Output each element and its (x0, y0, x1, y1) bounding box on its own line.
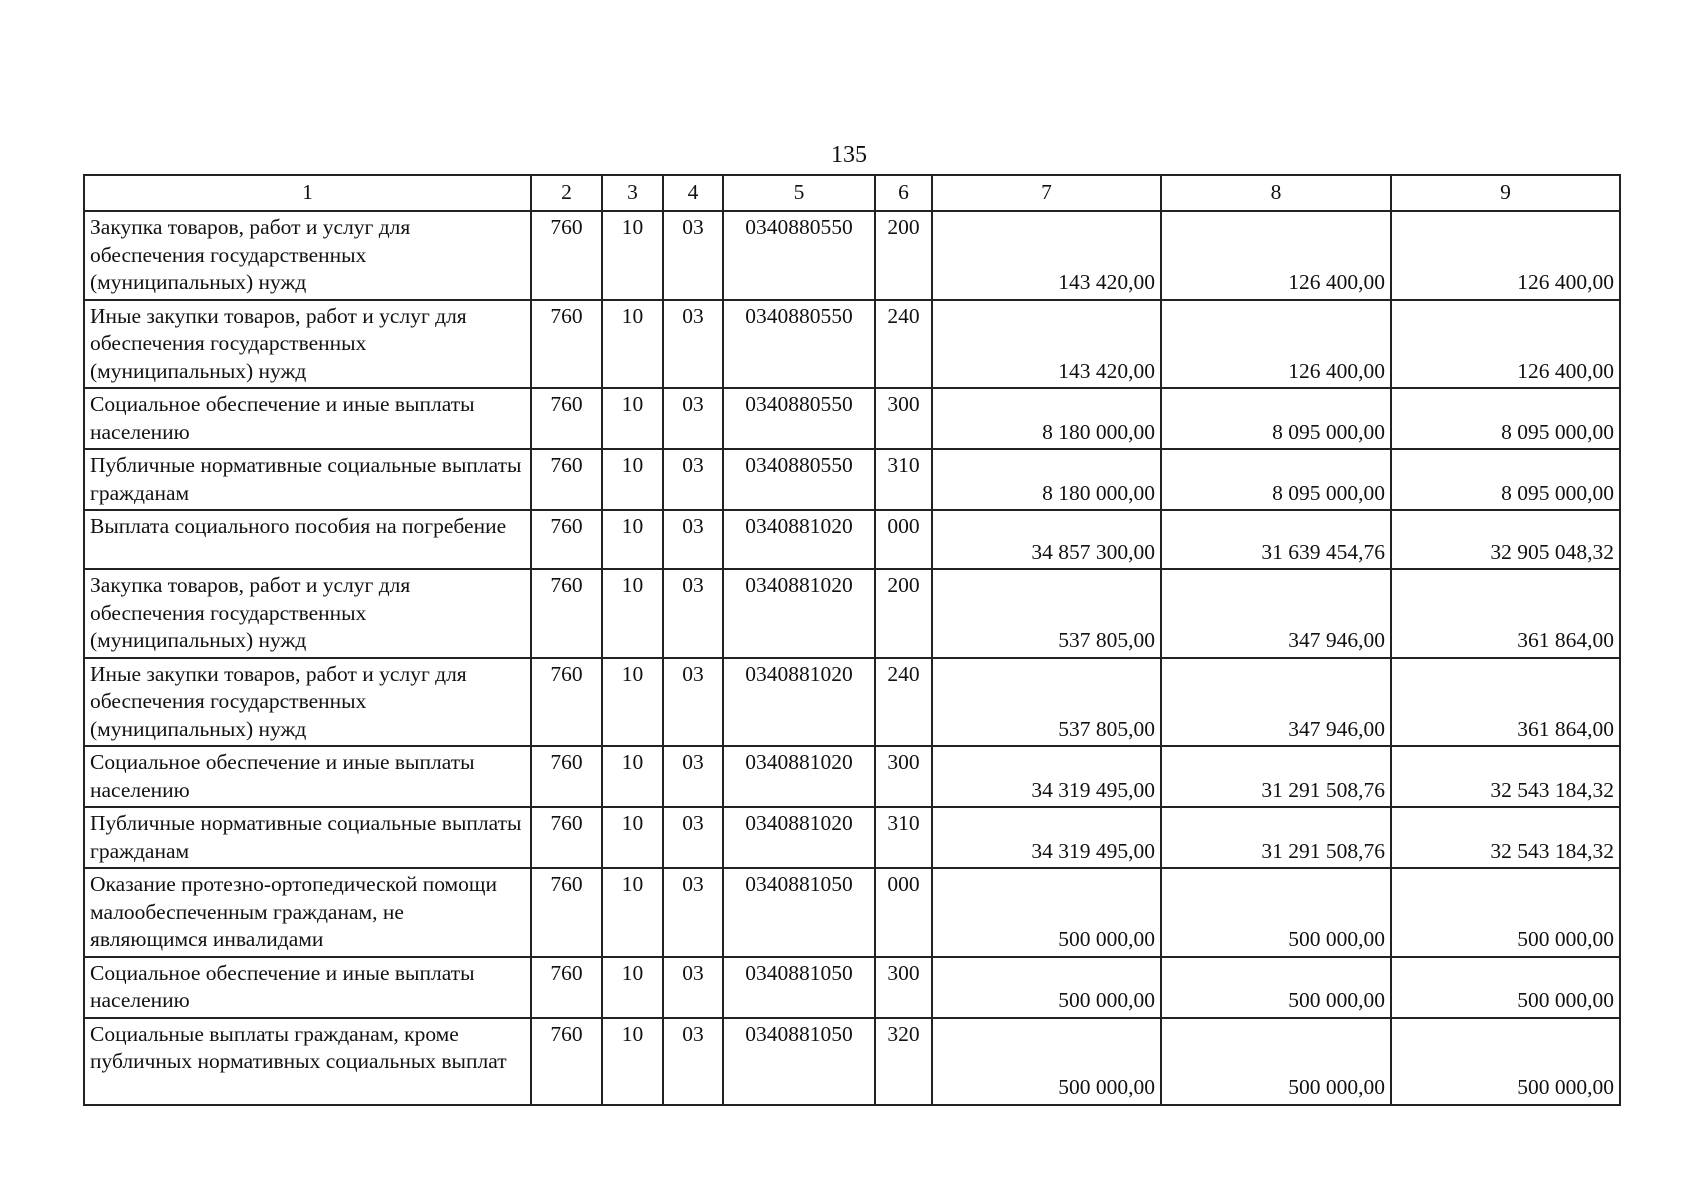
amount-cell: 8 095 000,00 (1161, 388, 1391, 449)
code-cell: 10 (602, 746, 663, 807)
code-cell: 10 (602, 510, 663, 569)
column-header: 5 (723, 175, 875, 211)
amount-cell: 143 420,00 (932, 211, 1161, 300)
amount-cell: 537 805,00 (932, 658, 1161, 747)
code-cell: 0340881020 (723, 569, 875, 658)
code-cell: 0340881020 (723, 658, 875, 747)
table-row (84, 449, 1620, 510)
code-cell: 0340881020 (723, 746, 875, 807)
code-cell: 200 (875, 569, 932, 658)
code-cell: 0340880550 (723, 449, 875, 510)
amount-cell: 347 946,00 (1161, 658, 1391, 747)
amount-cell: 126 400,00 (1161, 211, 1391, 300)
code-cell: 10 (602, 807, 663, 868)
header-row (84, 175, 1620, 211)
code-cell: 03 (663, 569, 723, 658)
code-cell: 03 (663, 807, 723, 868)
column-header: 1 (84, 175, 531, 211)
amount-cell: 537 805,00 (932, 569, 1161, 658)
code-cell: 300 (875, 746, 932, 807)
amount-cell: 32 543 184,32 (1391, 807, 1620, 868)
amount-cell: 8 095 000,00 (1161, 449, 1391, 510)
amount-cell: 8 095 000,00 (1391, 449, 1620, 510)
code-cell: 03 (663, 868, 723, 957)
row-name-cell: Закупка товаров, работ и услуг для обеспечения государственных (муниципальных) нужд (84, 569, 531, 658)
code-cell: 10 (602, 1018, 663, 1105)
amount-cell: 500 000,00 (1161, 868, 1391, 957)
code-cell: 0340881020 (723, 510, 875, 569)
code-cell: 200 (875, 211, 932, 300)
row-name-cell: Выплата социального пособия на погребение (84, 510, 531, 569)
code-cell: 310 (875, 449, 932, 510)
amount-cell: 34 319 495,00 (932, 746, 1161, 807)
table-row (84, 300, 1620, 389)
code-cell: 760 (531, 868, 602, 957)
amount-cell: 31 639 454,76 (1161, 510, 1391, 569)
code-cell: 760 (531, 510, 602, 569)
code-cell: 000 (875, 510, 932, 569)
budget-table (83, 174, 1621, 1106)
code-cell: 760 (531, 211, 602, 300)
column-header: 6 (875, 175, 932, 211)
row-name-cell: Иные закупки товаров, работ и услуг для обеспечения государственных (муниципальных) нужд (84, 658, 531, 747)
amount-cell: 347 946,00 (1161, 569, 1391, 658)
code-cell: 760 (531, 449, 602, 510)
code-cell: 03 (663, 211, 723, 300)
table-row (84, 388, 1620, 449)
amount-cell: 8 095 000,00 (1391, 388, 1620, 449)
code-cell: 760 (531, 746, 602, 807)
column-header: 4 (663, 175, 723, 211)
code-cell: 760 (531, 658, 602, 747)
amount-cell: 126 400,00 (1391, 300, 1620, 389)
amount-cell: 361 864,00 (1391, 569, 1620, 658)
row-name-cell: Публичные нормативные социальные выплаты гражданам (84, 807, 531, 868)
column-header: 2 (531, 175, 602, 211)
amount-cell: 31 291 508,76 (1161, 807, 1391, 868)
code-cell: 10 (602, 569, 663, 658)
code-cell: 760 (531, 957, 602, 1018)
table-row (84, 807, 1620, 868)
code-cell: 310 (875, 807, 932, 868)
amount-cell: 500 000,00 (932, 957, 1161, 1018)
row-name-cell: Публичные нормативные социальные выплаты гражданам (84, 449, 531, 510)
amount-cell: 500 000,00 (1161, 1018, 1391, 1105)
code-cell: 760 (531, 300, 602, 389)
code-cell: 760 (531, 1018, 602, 1105)
code-cell: 300 (875, 957, 932, 1018)
code-cell: 03 (663, 449, 723, 510)
amount-cell: 34 857 300,00 (932, 510, 1161, 569)
amount-cell: 34 319 495,00 (932, 807, 1161, 868)
code-cell: 760 (531, 569, 602, 658)
code-cell: 320 (875, 1018, 932, 1105)
row-name-cell: Оказание протезно-ортопедической помощи малообеспеченным гражданам, не являющимся инвалидами (84, 868, 531, 957)
page-number: 135 (831, 142, 867, 168)
table-row (84, 746, 1620, 807)
column-header: 8 (1161, 175, 1391, 211)
code-cell: 03 (663, 510, 723, 569)
amount-cell: 126 400,00 (1161, 300, 1391, 389)
column-header: 9 (1391, 175, 1620, 211)
code-cell: 0340881050 (723, 1018, 875, 1105)
code-cell: 760 (531, 388, 602, 449)
code-cell: 0340881020 (723, 807, 875, 868)
amount-cell: 126 400,00 (1391, 211, 1620, 300)
table-row (84, 658, 1620, 747)
code-cell: 10 (602, 211, 663, 300)
code-cell: 10 (602, 388, 663, 449)
code-cell: 03 (663, 746, 723, 807)
row-name-cell: Социальное обеспечение и иные выплаты населению (84, 388, 531, 449)
amount-cell: 32 543 184,32 (1391, 746, 1620, 807)
code-cell: 0340880550 (723, 388, 875, 449)
amount-cell: 500 000,00 (1391, 1018, 1620, 1105)
code-cell: 03 (663, 957, 723, 1018)
amount-cell: 143 420,00 (932, 300, 1161, 389)
amount-cell: 500 000,00 (1391, 868, 1620, 957)
row-name-cell: Иные закупки товаров, работ и услуг для обеспечения государственных (муниципальных) нужд (84, 300, 531, 389)
code-cell: 0340881050 (723, 868, 875, 957)
code-cell: 10 (602, 300, 663, 389)
code-cell: 0340880550 (723, 300, 875, 389)
code-cell: 03 (663, 300, 723, 389)
code-cell: 03 (663, 658, 723, 747)
code-cell: 03 (663, 1018, 723, 1105)
table-row (84, 510, 1620, 569)
code-cell: 760 (531, 807, 602, 868)
amount-cell: 500 000,00 (932, 1018, 1161, 1105)
table-row (84, 1018, 1620, 1105)
code-cell: 300 (875, 388, 932, 449)
table-row (84, 957, 1620, 1018)
column-header: 3 (602, 175, 663, 211)
amount-cell: 8 180 000,00 (932, 449, 1161, 510)
code-cell: 240 (875, 300, 932, 389)
row-name-cell: Социальные выплаты гражданам, кроме публичных нормативных социальных выплат (84, 1018, 531, 1105)
code-cell: 10 (602, 658, 663, 747)
amount-cell: 500 000,00 (1161, 957, 1391, 1018)
amount-cell: 8 180 000,00 (932, 388, 1161, 449)
code-cell: 10 (602, 957, 663, 1018)
code-cell: 0340881050 (723, 957, 875, 1018)
table-row (84, 211, 1620, 300)
code-cell: 03 (663, 388, 723, 449)
row-name-cell: Закупка товаров, работ и услуг для обеспечения государственных (муниципальных) нужд (84, 211, 531, 300)
row-name-cell: Социальное обеспечение и иные выплаты населению (84, 746, 531, 807)
code-cell: 240 (875, 658, 932, 747)
amount-cell: 31 291 508,76 (1161, 746, 1391, 807)
code-cell: 0340880550 (723, 211, 875, 300)
column-header: 7 (932, 175, 1161, 211)
row-name-cell: Социальное обеспечение и иные выплаты населению (84, 957, 531, 1018)
amount-cell: 500 000,00 (1391, 957, 1620, 1018)
amount-cell: 500 000,00 (932, 868, 1161, 957)
code-cell: 10 (602, 868, 663, 957)
amount-cell: 32 905 048,32 (1391, 510, 1620, 569)
table-row (84, 868, 1620, 957)
code-cell: 10 (602, 449, 663, 510)
table-row (84, 569, 1620, 658)
code-cell: 000 (875, 868, 932, 957)
amount-cell: 361 864,00 (1391, 658, 1620, 747)
